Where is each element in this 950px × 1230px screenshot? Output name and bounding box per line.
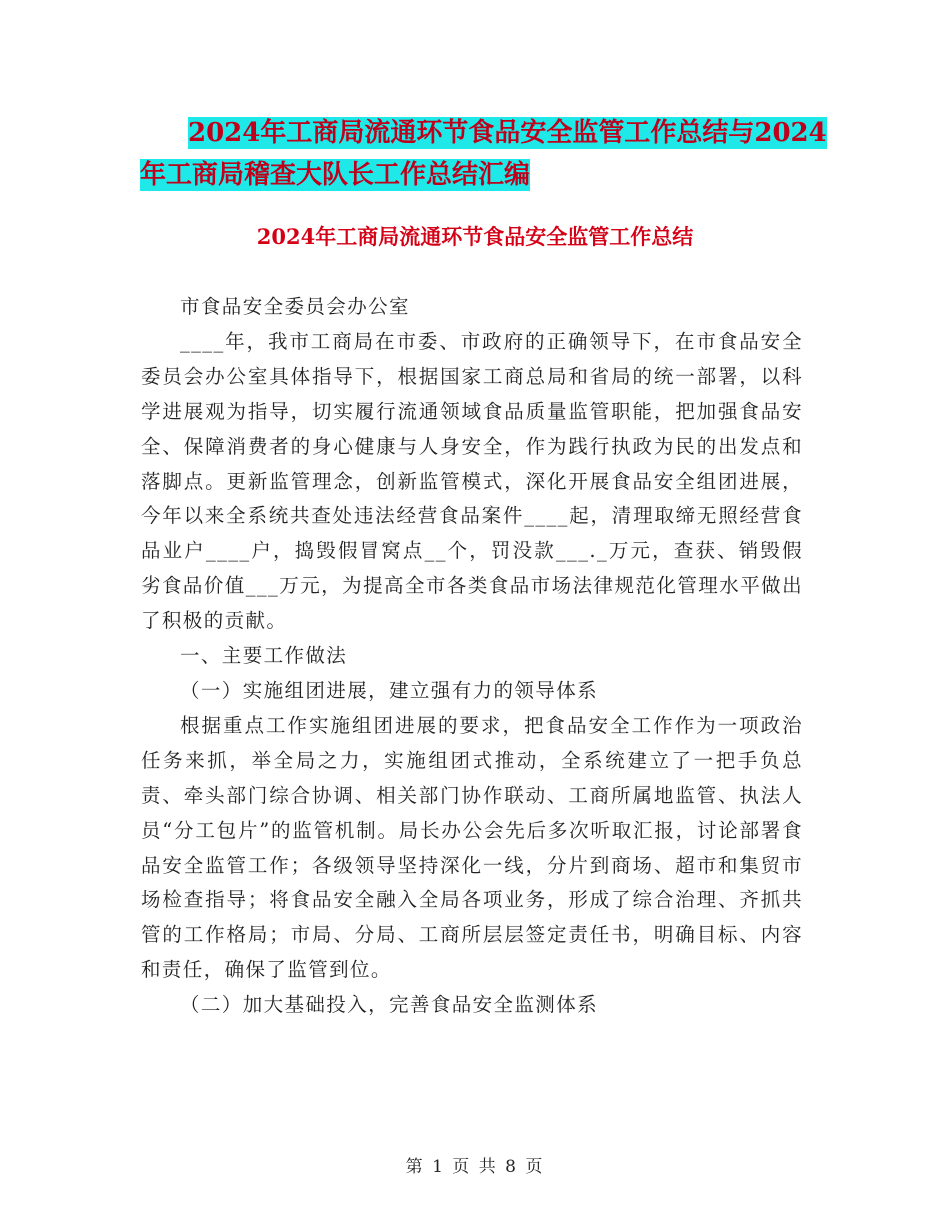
paragraph-intro: ____年，我市工商局在市委、市政府的正确领导下，在市食品安全委员会办公室具体指导下，根据国家工商总局和省局的统一部署，以科学进展观为指导，切实履行流通领域食品质量监管职能，把加强食品安全、保障消费者的身心健康与人身安全，作为践行执政为民的出发点和落脚点。更新监管理念，创新监管模式，深化开展食品安全组团进展，今年以来全系统共查处违法经营食品案件____起，清理取缔无照经营食品业户____户，捣毁假冒窝点__个，罚没款___._万元，查获、销毁假劣食品价值___万元，为提高全市各类食品市场法律规范化管理水平做出了积极的贡献。: [141, 329, 803, 633]
section-title: 2024年工商局流通环节食品安全监管工作总结: [256, 224, 694, 249]
page-number: 第 1 页 共 8 页: [405, 1157, 545, 1177]
subheading-1: （一）实施组团进展，建立强有力的领导体系: [180, 678, 599, 702]
heading-main-practices: 一、主要工作做法: [180, 644, 348, 668]
document-title: [140, 112, 840, 196]
document-body: [141, 290, 803, 1023]
paragraph-body-1: 根据重点工作实施组团进展的要求，把食品安全工作作为一项政治任务来抓，举全局之力，实施组团式推动，全系统建立了一把手负总责、牵头部门综合协调、相关部门协作联动、工商所属地监管、执法人员“分工包片”的监管机制。局长办公会先后多次听取汇报，讨论部署食品安全监管工作；各级领导坚持深化一线，分片到商场、超市和集贸市场检查指导；将食品安全融入全局各项业务，形成了综合治理、齐抓共管的工作格局；市局、分局、工商所层层签定责任书，明确目标、内容和责任，确保了监管到位。: [141, 713, 803, 982]
document-title-line-1: 2024年工商局流通环节食品安全监管工作总结与2024: [188, 118, 827, 148]
document-title-line-2: 年工商局稽查大队长工作总结汇编: [140, 160, 531, 190]
paragraph-addressee: 市食品安全委员会办公室: [180, 295, 410, 318]
subheading-2: （二）加大基础投入，完善食品安全监测体系: [180, 993, 599, 1017]
